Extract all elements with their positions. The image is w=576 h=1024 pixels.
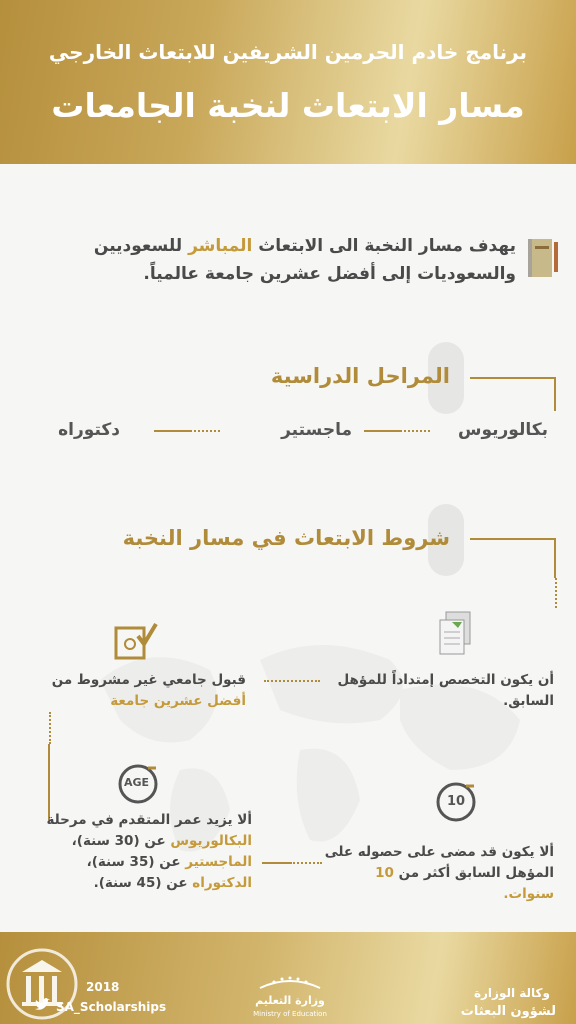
condition-admission	[16, 670, 246, 712]
condition-admission-line1: قبول جامعي غير مشروط من	[51, 672, 246, 688]
stage-doctorate: دكتوراه	[58, 420, 120, 440]
stages-connector-line	[470, 377, 556, 379]
stage-dots-1	[400, 430, 430, 432]
ministry-logo-icon	[258, 974, 322, 992]
age-badge: AGE	[124, 776, 150, 789]
agency-line1: وكالة الوزارة	[473, 986, 550, 1000]
condition-years-line2: المؤهل السابق أكثر من	[393, 865, 554, 881]
condition-age-doctorate: الدكتوراه عن (45 سنة).	[93, 875, 252, 891]
condition-age	[20, 810, 252, 894]
intro-highlight: المباشر	[188, 236, 253, 256]
book-icon	[526, 236, 560, 280]
stage-dots-2	[190, 430, 220, 432]
stages-title: المراحل الدراسية	[270, 364, 450, 388]
condition-specialization: أن يكون التخصص إمتداداً للمؤهل السابق.	[337, 672, 554, 709]
cond-dots-1	[264, 680, 320, 682]
stage-line-2	[154, 430, 190, 432]
header-banner	[0, 0, 576, 164]
footer-banner	[0, 932, 576, 1024]
intro-paragraph	[46, 232, 516, 288]
condition-years-line1: ألا يكون قد مضى على حصوله على	[324, 844, 554, 860]
condition-admission-highlight: أفضل عشرين جامعة	[110, 693, 246, 709]
condition-years-highlight: 10 سنوات.	[375, 865, 554, 902]
conditions-connector-dots	[555, 578, 557, 608]
stage-master: ماجستير	[281, 420, 352, 440]
page-title: مسار الابتعاث لنخبة الجامعات	[51, 86, 525, 125]
conditions-connector-drop	[554, 538, 556, 578]
condition-age-master: الماجستير عن (35 سنة)،	[86, 854, 252, 870]
ten-badge: 10	[447, 794, 466, 809]
agency-line2: لشؤون البعثات	[460, 1004, 556, 1019]
program-subtitle: برنامج خادم الحرمين الشريفين للابتعاث الخارجي	[48, 40, 528, 64]
intro-text-part1: يهدف مسار النخبة الى الابتعاث	[252, 236, 516, 256]
cond-line-2	[262, 862, 290, 864]
ministry-name-en: Ministry of Education	[253, 1010, 327, 1018]
condition-age-bachelor: البكالوريوس عن (30 سنة)،	[71, 833, 252, 849]
stage-bachelor: بكالوريوس	[458, 420, 548, 440]
condition-years	[324, 842, 554, 905]
footer-year: 2018	[86, 980, 120, 994]
stage-line-1	[364, 430, 400, 432]
documents-icon	[436, 610, 474, 658]
ministry-name-ar: وزارة التعليم	[255, 994, 325, 1007]
left-connector-line	[48, 744, 50, 820]
conditions-connector-line	[470, 538, 556, 540]
footer-twitter-handle[interactable]: SA_Scholarships	[56, 1000, 167, 1014]
conditions-title: شروط الابتعاث في مسار النخبة	[122, 526, 450, 550]
certificate-check-icon	[112, 618, 160, 662]
intro-text-part2: للسعوديين والسعوديات إلى أفضل عشرين جامعة عالمياً.	[93, 236, 516, 284]
twitter-icon	[34, 998, 50, 1012]
stages-connector-drop	[554, 377, 556, 411]
left-connector-dots	[49, 712, 51, 744]
condition-age-intro: ألا يزيد عمر المتقدم في مرحلة	[46, 812, 252, 828]
cond-dots-2	[290, 862, 322, 864]
